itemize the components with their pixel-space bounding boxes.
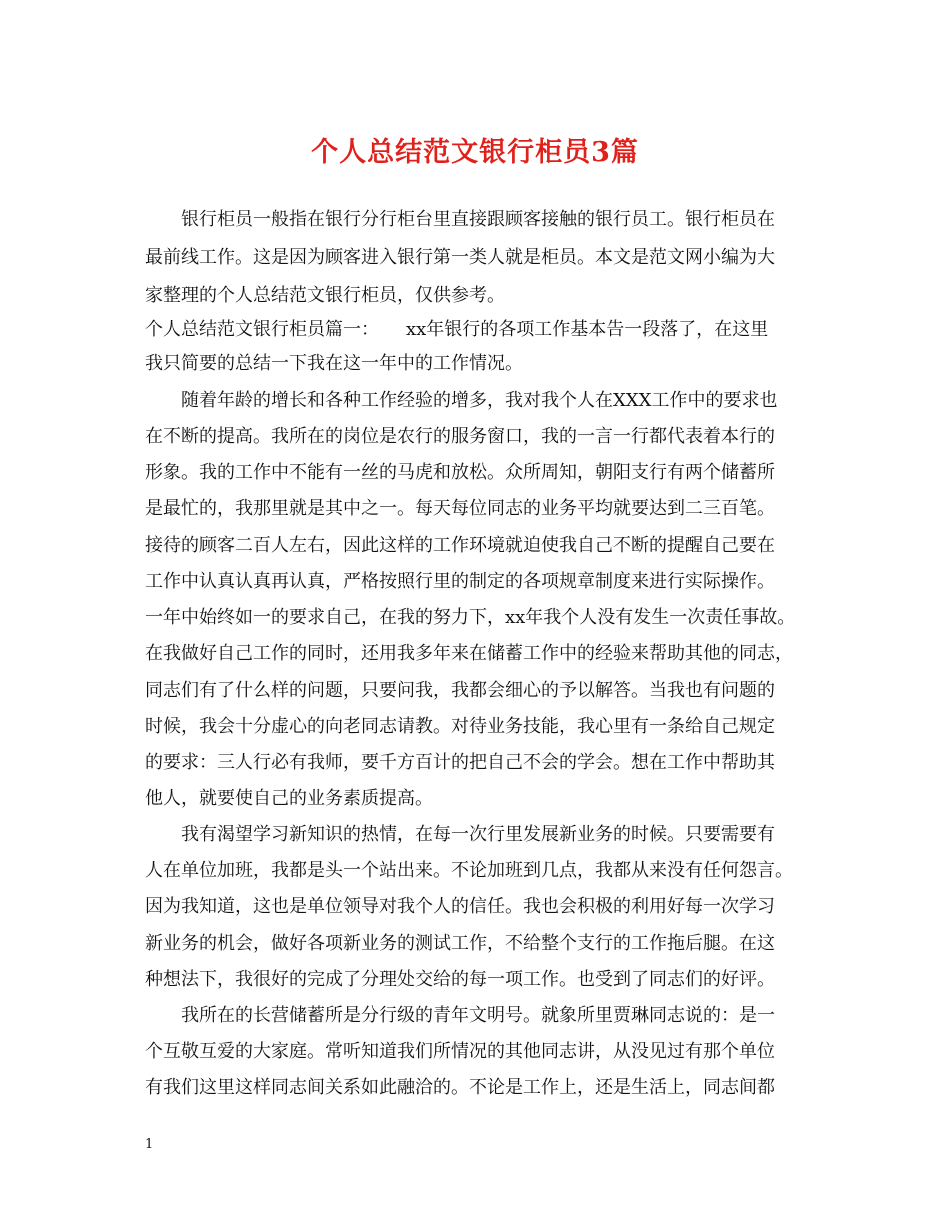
body-line-12: 一年中始终如一的要求自己，在我的努力下，xx年我个人没有发生一次责任事故。	[145, 607, 796, 628]
body-line-19: 人在单位加班，我都是头一个站出来。不论加班到几点，我都从来没有任何怨言。	[145, 860, 793, 881]
body-line-23: 我所在的长营储蓄所是分行级的青年文明号。就象所里贾琳同志说的：是一	[145, 1005, 775, 1026]
body-line-3: 家整理的个人总结范文银行柜员，仅供参考。	[145, 285, 505, 306]
body-line-14: 同志们有了什么样的问题，只要问我，我都会细心的予以解答。当我也有问题的	[145, 680, 775, 701]
body-line-2: 最前线工作。这是因为顾客进入银行第一类人就是柜员。本文是范文网小编为大	[145, 247, 775, 268]
body-line-20: 因为我知道，这也是单位领导对我个人的信任。我也会积极的利用好每一次学习	[145, 896, 775, 917]
body-line-11: 工作中认真认真再认真，严格按照行里的制定的各项规章制度来进行实际操作。	[145, 571, 775, 592]
body-line-18: 我有渴望学习新知识的热情，在每一次行里发展新业务的时候。只要需要有	[145, 824, 775, 845]
body-line-15: 时候，我会十分虚心的向老同志请教。对待业务技能，我心里有一条给自己规定	[145, 716, 775, 737]
body-line-21: 新业务的机会，做好各项新业务的测试工作，不给整个支行的工作拖后腿。在这	[145, 933, 775, 954]
body-line-17: 他人，就要使自己的业务素质提高。	[145, 788, 433, 809]
body-line-16: 的要求：三人行必有我师，要千方百计的把自己不会的学会。想在工作中帮助其	[145, 752, 775, 773]
body-line-7: 在不断的提高。我所在的岗位是农行的服务窗口，我的一言一行都代表着本行的	[145, 426, 775, 447]
body-line-6: 随着年龄的增长和各种工作经验的增多，我对我个人在XXX工作中的要求也	[145, 390, 778, 411]
body-line-24: 个互敬互爱的大家庭。常听知道我们所情况的其他同志讲，从没见过有那个单位	[145, 1041, 775, 1062]
body-line-4: 个人总结范文银行柜员篇一： xx年银行的各项工作基本告一段落了，在这里	[145, 319, 769, 340]
body-line-10: 接待的顾客二百人左右，因此这样的工作环境就迫使我自己不断的提醒自己要在	[145, 535, 775, 556]
body-line-22: 种想法下，我很好的完成了分理处交给的每一项工作。也受到了同志们的好评。	[145, 969, 775, 990]
body-line-25: 有我们这里这样同志间关系如此融洽的。不论是工作上，还是生活上，同志间都	[145, 1077, 775, 1098]
body-line-1: 银行柜员一般指在银行分行柜台里直接跟顾客接触的银行员工。银行柜员在	[145, 209, 775, 230]
body-line-9: 是最忙的，我那里就是其中之一。每天每位同志的业务平均就要达到二三百笔。	[145, 498, 775, 519]
body-line-5: 我只简要的总结一下我在这一年中的工作情况。	[145, 353, 523, 374]
document-title: 个人总结范文银行柜员3篇	[311, 137, 639, 168]
body-line-8: 形象。我的工作中不能有一丝的马虎和放松。众所周知，朝阳支行有两个储蓄所	[145, 462, 775, 483]
body-line-13: 在我做好自己工作的同时，还用我多年来在储蓄工作中的经验来帮助其他的同志，	[145, 643, 793, 664]
page-number: 1	[145, 1137, 154, 1152]
